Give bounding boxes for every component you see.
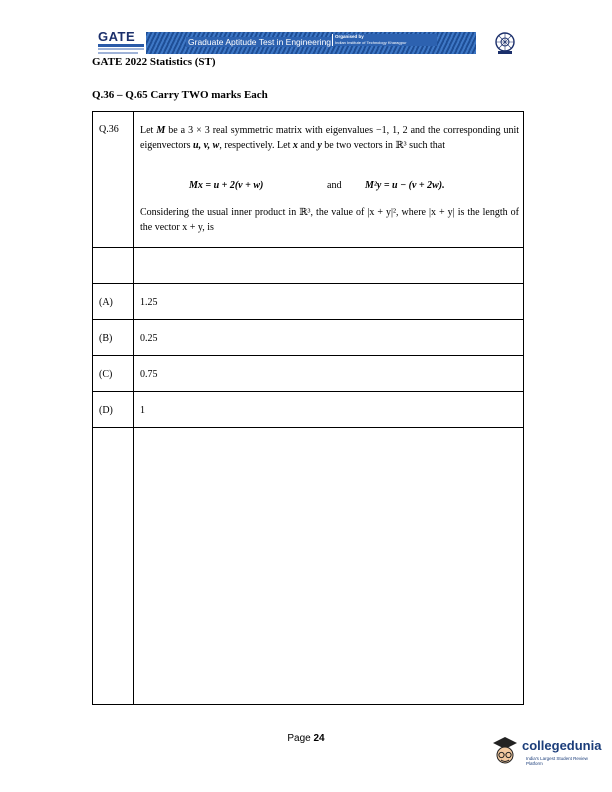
gate-header xyxy=(96,30,516,56)
header-banner xyxy=(146,32,476,54)
gate-logo xyxy=(96,30,148,56)
graduate-mascot-icon xyxy=(490,735,520,771)
option-b-value: 0.25 xyxy=(140,333,158,344)
collegedunia-logo xyxy=(490,735,605,771)
organized-by-label: Organised by xyxy=(335,34,364,39)
option-a-value: 1.25 xyxy=(140,297,158,308)
brand-name: collegedunia xyxy=(522,738,602,753)
page-number: Page 24 xyxy=(287,733,325,744)
equation-2: M²y = u − (v + 2w). xyxy=(365,180,445,191)
question-text-part-2: Considering the usual inner product in ℝ³, the value of |x + y|², where |x + y| is the length of the vector x + y, is xyxy=(140,207,519,233)
question-table xyxy=(92,111,524,705)
organizer-block xyxy=(332,34,437,46)
option-d-value: 1 xyxy=(140,405,145,416)
paper-title: GATE 2022 Statistics (ST) xyxy=(92,56,216,68)
option-c-value: 0.75 xyxy=(140,369,158,380)
organizer-name: Indian Institute of Technology Kharagpur xyxy=(335,40,407,45)
equation-connector: and xyxy=(327,180,342,191)
question-text: Let M be a 3 × 3 real symmetric matrix with eigenvalues −1, 1, 2 and the corresponding unit eigenvectors u, v, w, respectively. Let x and y be two vectors in ℝ³ such that xyxy=(140,125,520,151)
brand-tagline: India's Largest Student Review Platform xyxy=(526,756,588,766)
equation-1: Mx = u + 2(v + w) xyxy=(189,180,264,191)
section-title: Q.36 – Q.65 Carry TWO marks Each xyxy=(92,89,268,101)
gate-logo-text: GATE xyxy=(98,29,136,44)
option-b-label: (B) xyxy=(99,333,113,344)
question-number: Q.36 xyxy=(99,124,119,135)
option-d-label: (D) xyxy=(99,405,113,416)
option-a-label: (A) xyxy=(99,297,113,308)
option-c-label: (C) xyxy=(99,369,113,380)
iit-emblem-icon xyxy=(494,30,516,56)
banner-title: Graduate Aptitude Test in Engineering xyxy=(188,37,332,47)
